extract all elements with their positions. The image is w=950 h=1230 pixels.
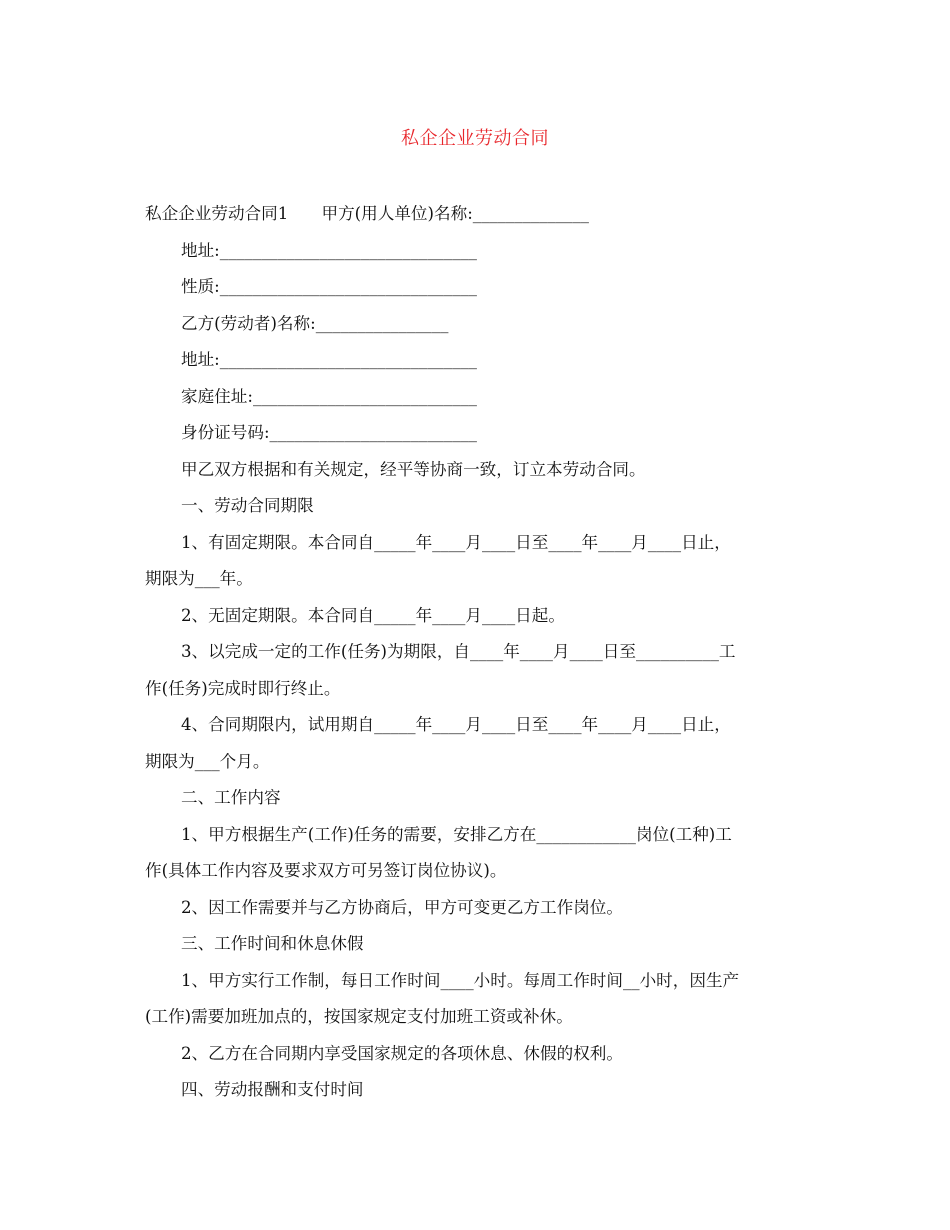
document-line: 期限为___年。 <box>145 569 253 588</box>
document-line: 2、无固定期限。本合同自_____年____月____日起。 <box>181 605 565 625</box>
document-line: 3、以完成一定的工作(任务)为期限，自____年____月____日至__________工 <box>181 642 736 661</box>
document-line: 4、合同期限内，试用期自_____年____月____日至____年____月____日止， <box>181 715 731 734</box>
document-line: 1、甲方根据生产(工作)任务的需要，安排乙方在____________岗位(工种)工 <box>181 824 732 844</box>
document-line: 私企企业劳动合同1 甲方(用人单位)名称:______________ <box>145 204 589 223</box>
document-line: 2、因工作需要并与乙方协商后，甲方可变更乙方工作岗位。 <box>181 897 623 917</box>
document-line: 四、劳动报酬和支付时间 <box>181 1080 364 1099</box>
document-line: 乙方(劳动者)名称:________________ <box>181 313 449 333</box>
document-line: 三、工作时间和休息休假 <box>181 934 364 953</box>
document-line: 作(任务)完成时即行终止。 <box>145 678 341 698</box>
document-line: 甲乙双方根据和有关规定，经平等协商一致，订立本劳动合同。 <box>181 459 646 479</box>
document-body <box>145 196 815 1109</box>
document-line: 2、乙方在合同期内享受国家规定的各项休息、休假的权利。 <box>181 1043 623 1063</box>
document-line: 地址:_______________________________ <box>181 350 477 369</box>
document-line: (工作)需要加班加点的，按国家规定支付加班工资或补休。 <box>145 1007 573 1026</box>
document-line: 作(具体工作内容及要求双方可另签订岗位协议)。 <box>145 861 507 880</box>
document-line: 性质:_______________________________ <box>181 277 477 296</box>
document-line: 1、有固定期限。本合同自_____年____月____日至____年____月____日止， <box>181 532 731 552</box>
document-line: 地址:_______________________________ <box>181 240 477 260</box>
document-line: 期限为___个月。 <box>145 751 270 771</box>
document-title: 私企企业劳动合同 <box>401 128 549 149</box>
document-line: 1、甲方实行工作制，每日工作时间____小时。每周工作时间__小时，因生产 <box>181 970 740 990</box>
document-line: 家庭住址:___________________________ <box>181 386 477 406</box>
document-line: 二、工作内容 <box>181 788 281 807</box>
document-line: 一、劳动合同期限 <box>181 496 314 515</box>
document-line: 身份证号码:_________________________ <box>181 423 477 442</box>
